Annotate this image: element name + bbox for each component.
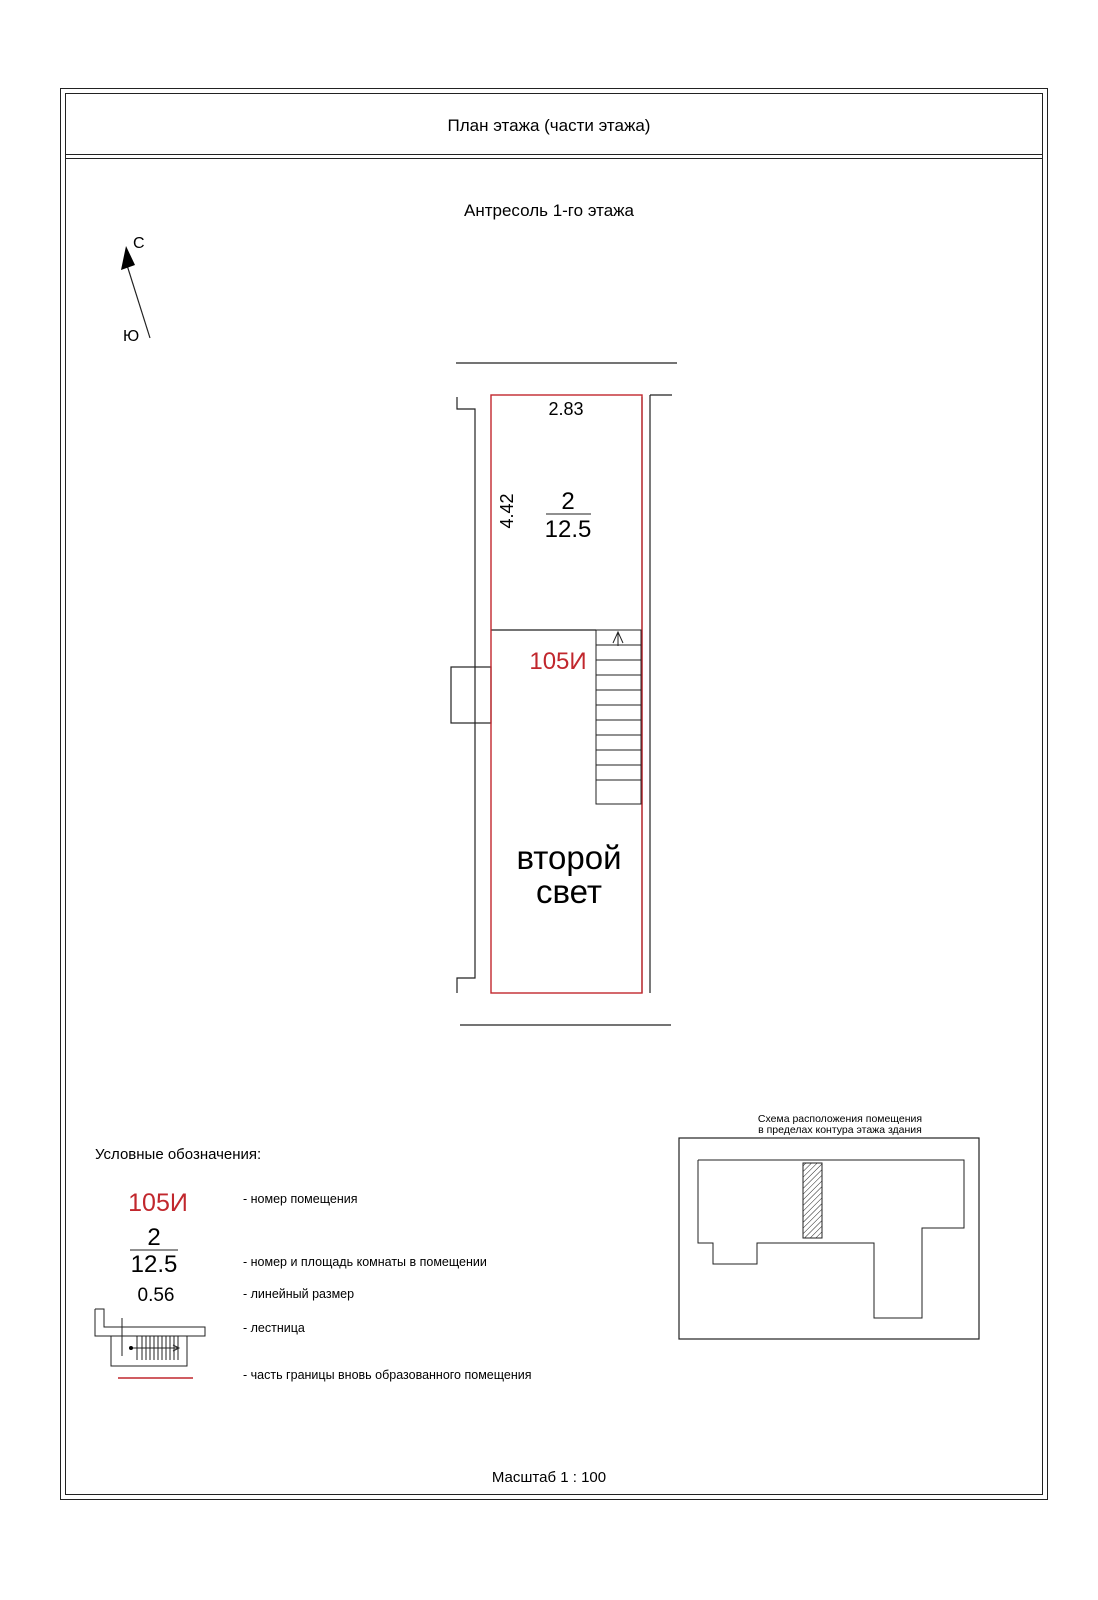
- legend-desc-premises-number: - номер помещения: [243, 1192, 358, 1206]
- premises-number: 105И: [529, 648, 587, 675]
- width-dimension: 2.83: [548, 399, 584, 419]
- compass-north-label: С: [133, 235, 145, 252]
- legend-desc-dimension: - линейный размер: [243, 1287, 355, 1301]
- legend-sample-premises-number: 105И: [128, 1189, 188, 1217]
- room-area: 12.5: [544, 516, 592, 543]
- building-walls: [451, 363, 677, 1025]
- second-light-line2: свет: [535, 873, 603, 910]
- schema-frame: [679, 1138, 979, 1339]
- stair-icon: [596, 630, 641, 804]
- legend-desc-room: - номер и площадь комнаты в помещении: [243, 1255, 487, 1269]
- legend-sample-room-number: 2: [147, 1224, 161, 1251]
- legend-stair-dot: [129, 1346, 133, 1350]
- page-title: План этажа (части этажа): [447, 116, 651, 135]
- schema-premises-location: [803, 1163, 822, 1238]
- length-dimension: 4.42: [497, 493, 517, 529]
- schema-title-line2: в пределах контура этажа здания: [758, 1124, 922, 1136]
- legend-desc-stair: - лестница: [243, 1321, 305, 1335]
- legend-stair-icon: [95, 1309, 205, 1366]
- legend-sample-room-area: 12.5: [130, 1251, 178, 1278]
- schema-title: [700, 1114, 980, 1136]
- legend-title: Условные обозначения:: [95, 1146, 262, 1163]
- floor-title: Антресоль 1-го этажа: [464, 201, 634, 220]
- legend-sample-dimension: 0.56: [137, 1285, 175, 1306]
- legend-desc-boundary: - часть границы вновь образованного помещения: [243, 1368, 532, 1382]
- schema-floor-contour: [698, 1160, 964, 1318]
- room-number: 2: [561, 488, 575, 515]
- scale-label: Масштаб 1 : 100: [491, 1469, 607, 1486]
- compass-south-label: Ю: [123, 328, 140, 345]
- compass-arrow-icon: [121, 246, 150, 338]
- schema-title-line1: Схема расположения помещения: [757, 1113, 923, 1125]
- second-light-line1: второй: [516, 839, 622, 876]
